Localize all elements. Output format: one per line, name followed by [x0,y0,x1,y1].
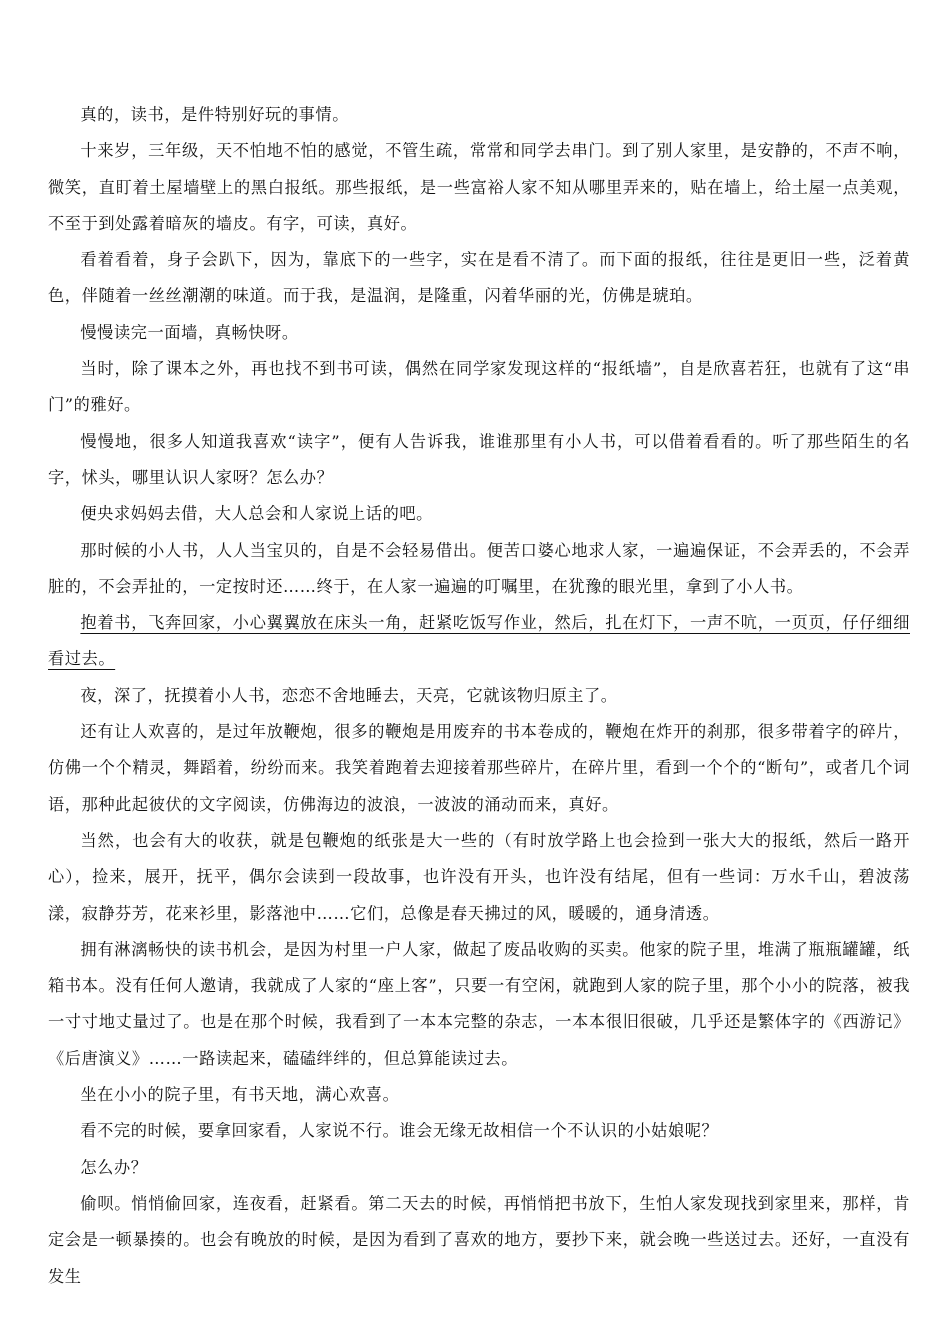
article-body [48,97,910,1295]
paragraph-16: 怎么办？ [80,1157,148,1177]
paragraph-14: 坐在小小的院子里，有书天地，满心欢喜。 [80,1085,400,1105]
paragraph-1: 真的，读书，是件特别好玩的事情。 [80,105,349,124]
paragraph-11: 还有让人欢喜的，是过年放鞭炮，很多的鞭炮是用废弃的书本卷成的，鞭炮在炸开的刹那，很多带着字的碎片，仿佛一个个精灵，舞蹈着，纷纷而来。我笑着跑着去迎接着那些碎片，在碎片里，看到一个个的“断句”，或者几个词语，那种此起彼伏的文字阅读，仿佛海边的波浪，一波波的涌动而来，真好。 [48,722,910,814]
paragraph-17: 偷呗。悄悄偷回家，连夜看，赶紧看。第二天去的时候，再悄悄把书放下，生怕人家发现找到家里来，那样，肯定会是一顿暴揍的。也会有晚放的时候，是因为看到了喜欢的地方，要抄下来，就会晚一些送过去。还好，一直没有发生 [48,1193,910,1286]
paragraph-7: 便央求妈妈去借，大人总会和人家说上话的吧。 [80,504,433,524]
underlined-sentence: 抱着书，飞奔回家，小心翼翼放在床头一角，赶紧吃饭写作业，然后，扎在灯下，一声不吭，一页页，仔仔细细看过去。 [48,613,910,669]
paragraph-6: 慢慢地，很多人知道我喜欢“读字”，便有人告诉我，谁谁那里有小人书，可以借着看看的。听了那些陌生的名字，怵头，哪里认识人家呀？怎么办？ [48,431,910,487]
paragraph-8: 那时候的小人书，人人当宝贝的，自是不会轻易借出。便苦口婆心地求人家，一遍遍保证，不会弄丢的，不会弄脏的，不会弄扯的，一定按时还……终于，在人家一遍遍的叮嘱里，在犹豫的眼光里，拿到了小人书。 [48,540,910,596]
paragraph-15: 看不完的时候，要拿回家看，人家说不行。谁会无缘无故相信一个不认识的小姑娘呢？ [80,1121,719,1141]
paragraph-9-underlined [48,605,910,678]
paragraph-3: 看着看着，身子会趴下，因为，靠底下的一些字，实在是看不清了。而下面的报纸，往往是更旧一些，泛着黄色，伴随着一丝丝潮潮的味道。而于我，是温润，是隆重，闪着华丽的光，仿佛是琥珀。 [48,250,910,306]
paragraph-4: 慢慢读完一面墙，真畅快呀。 [80,322,299,342]
paragraph-2: 十来岁，三年级，天不怕地不怕的感觉，不管生疏，常常和同学去串门。到了别人家里，是安静的，不声不响，微笑，直盯着土屋墙壁上的黑白报纸。那些报纸，是一些富裕人家不知从哪里弄来的，贴在墙上，给土屋一点美观，不至于到处露着暗灰的墙皮。有字，可读，真好。 [48,141,910,233]
paragraph-5: 当时，除了课本之外，再也找不到书可读，偶然在同学家发现这样的“报纸墙”，自是欣喜若狂，也就有了这“串门”的雅好。 [48,359,910,415]
paragraph-13: 拥有淋漓畅快的读书机会，是因为村里一户人家，做起了废品收购的买卖。他家的院子里，堆满了瓶瓶罐罐，纸箱书本。没有任何人邀请，我就成了人家的“座上客”，只要一有空闲，就跑到人家的院子里，那个小小的院落，被我一寸寸地丈量过了。也是在那个时候，我看到了一本本完整的杂志，一本本很旧很破，几乎还是繁体字的《西游记》《后唐演义》……一路读起来，磕磕绊绊的，但总算能读过去。 [48,939,910,1068]
paragraph-12: 当然，也会有大的收获，就是包鞭炮的纸张是大一些的（有时放学路上也会捡到一张大大的报纸，然后一路开心），捡来，展开，抚平，偶尔会读到一段故事，也许没有开头，也许没有结尾，但有一些词：万水千山，碧波荡漾，寂静芬芳，花来衫里，影落池中……它们，总像是春天拂过的风，暖暖的，通身清透。 [48,830,910,923]
paragraph-10: 夜，深了，抚摸着小人书，恋恋不舍地睡去，天亮，它就该物归原主了。 [80,685,618,705]
